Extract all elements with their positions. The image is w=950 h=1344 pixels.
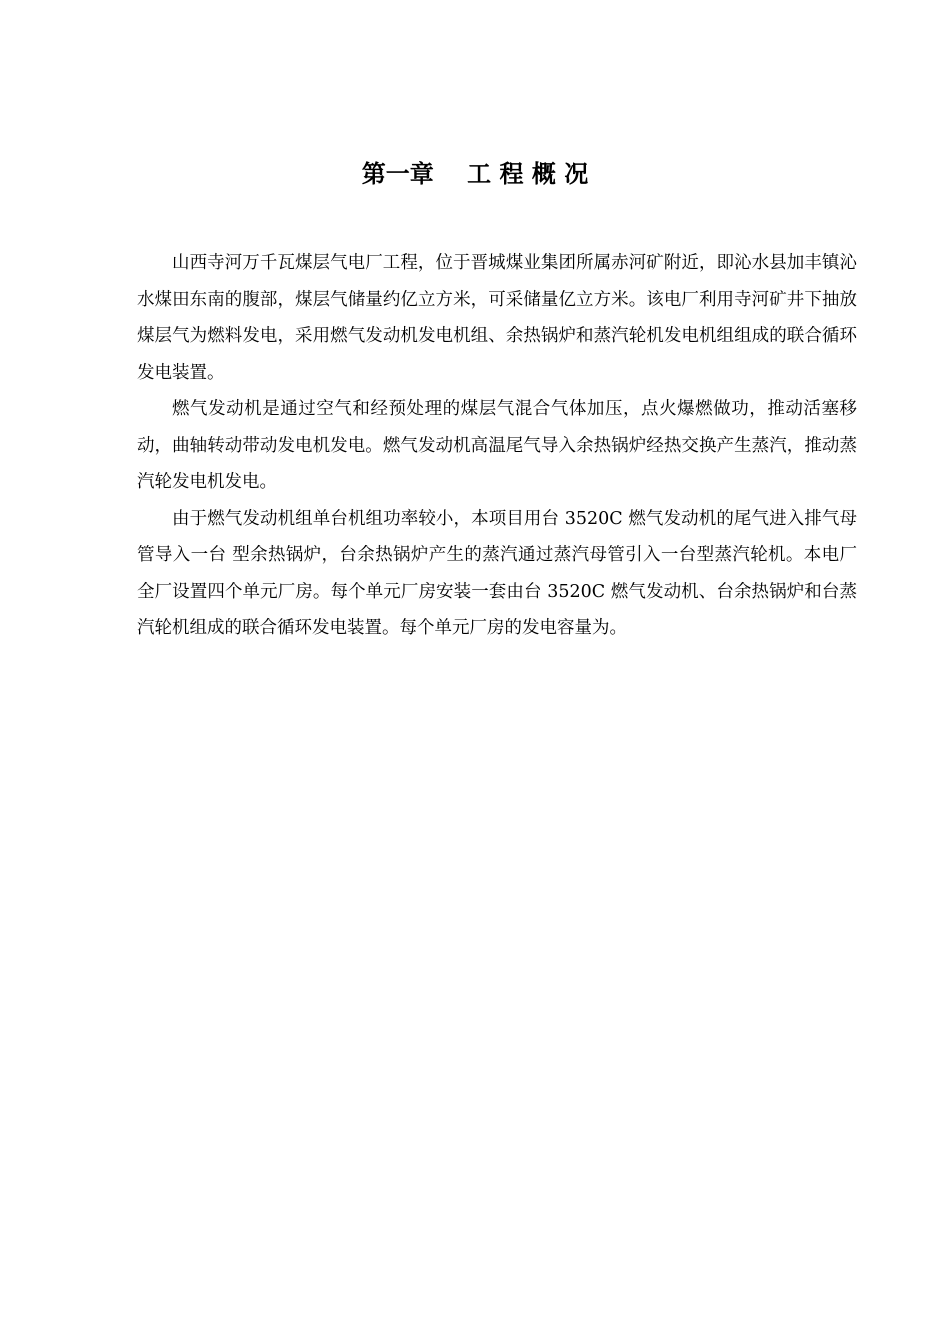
chapter-title: 第一章 工 程 概 况 — [361, 160, 589, 188]
document-body — [137, 245, 857, 647]
paragraph: 由于燃气发动机组单台机组功率较小，本项目用台 3520C 燃气发动机的尾气进入排气母管导入一台 型余热锅炉，台余热锅炉产生的蒸汽通过蒸汽母管引入一台型蒸汽轮机。本电厂全厂设置四个单元厂房。每个单元厂房安装一套由台 3520C 燃气发动机、台余热锅炉和台蒸汽轮机组成的联合循环发电装置。每个单元厂房的发电容量为。 — [137, 508, 857, 638]
paragraph: 山西寺河万千瓦煤层气电厂工程，位于晋城煤业集团所属赤河矿附近，即沁水县加丰镇沁水煤田东南的腹部，煤层气储量约亿立方米，可采储量亿立方米。该电厂利用寺河矿井下抽放煤层气为燃料发电，采用燃气发动机发电机组、余热锅炉和蒸汽轮机发电机组组成的联合循环发电装置。 — [137, 253, 857, 383]
paragraph: 燃气发动机是通过空气和经预处理的煤层气混合气体加压，点火爆燃做功，推动活塞移动，曲轴转动带动发电机发电。燃气发动机高温尾气导入余热锅炉经热交换产生蒸汽，推动蒸汽轮发电机发电。 — [137, 399, 857, 492]
